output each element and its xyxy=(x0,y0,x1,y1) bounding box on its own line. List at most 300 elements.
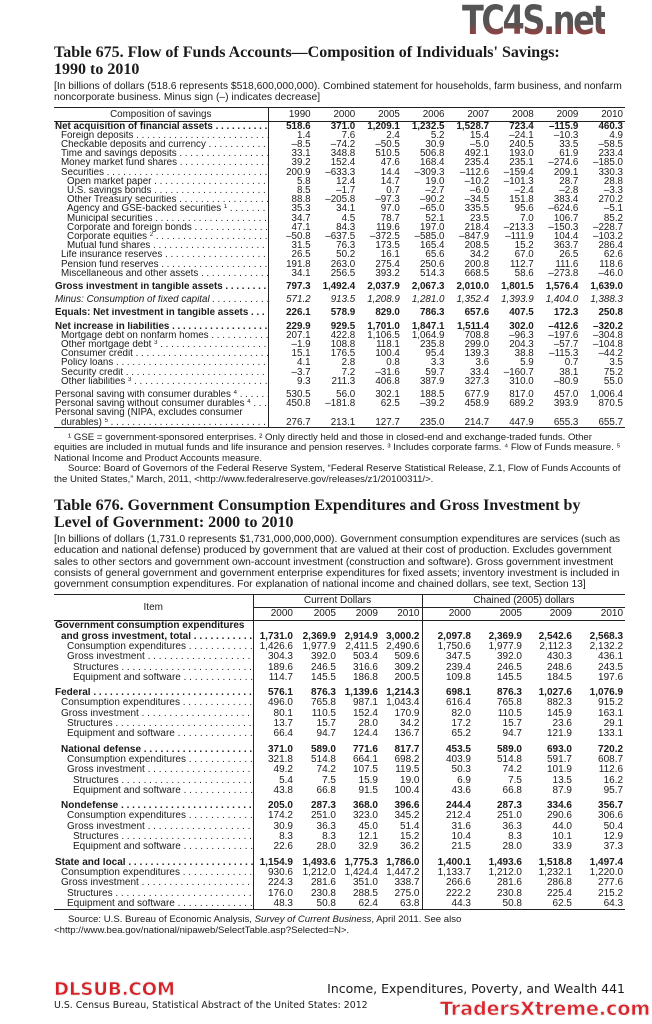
value-cell-2009: 62.4 xyxy=(338,899,380,910)
value-cell-2008: 689.2 xyxy=(509,399,534,409)
value-cell-2000: 8.3 xyxy=(279,832,293,843)
value-cell-2010: 200.5 xyxy=(380,673,422,683)
value-cell-2000: 616.4 xyxy=(445,698,471,709)
value-cell-2010: 1,220.0 xyxy=(589,867,624,878)
value-cell-2007: 139.3 xyxy=(464,349,490,359)
table-row xyxy=(54,642,625,652)
value-cell-2006: 235.0 xyxy=(402,418,447,428)
value-cell-2008: 1,801.5 xyxy=(501,282,534,292)
value-cell-2000: 496.0 xyxy=(267,698,293,709)
row-label xyxy=(54,698,253,708)
value-cell-2009: 28.7 xyxy=(559,176,579,187)
row-label-text: Life insurance reserves xyxy=(61,250,163,260)
column-header-2005: 2005 xyxy=(473,608,524,621)
table-row xyxy=(54,832,625,842)
value-cell-2005: 110.5 xyxy=(311,708,336,719)
value-cell-2009: 45.0 xyxy=(358,821,378,832)
value-cell-2006: 168.4 xyxy=(419,158,445,168)
value-cell-2010 xyxy=(380,621,422,632)
value-cell-2007: –847.9 xyxy=(459,232,490,242)
group-header-current-dollars: Current Dollars xyxy=(253,595,422,608)
value-cell-2005: 145.5 xyxy=(496,672,522,683)
row-label-text: Time and savings deposits xyxy=(61,149,177,159)
value-cell-2007: 235.4 xyxy=(464,158,490,168)
row-label-text: Pension fund reserves xyxy=(61,259,159,269)
value-cell-2010: –304.8 xyxy=(593,330,623,341)
value-cell-2010: 29.1 xyxy=(603,719,624,730)
value-cell-2006: 3.3 xyxy=(430,358,445,368)
value-cell-2000: 453.5 xyxy=(445,744,471,755)
row-label-text: Municipal securities xyxy=(67,213,153,223)
value-cell-2010: 277.6 xyxy=(598,878,624,889)
value-cell-2000: 213.1 xyxy=(313,418,358,428)
value-cell-2010: 233.4 xyxy=(598,149,623,159)
row-label-text: Federal xyxy=(55,688,91,699)
value-cell-2009: 152.4 xyxy=(352,708,378,719)
value-cell-2007: 1,511.4 xyxy=(456,321,490,331)
value-cell-2000: 49.2 xyxy=(273,765,293,776)
row-label-text: Structures xyxy=(73,662,119,673)
column-header-2010: 2010 xyxy=(574,608,625,621)
value-cell-2010: 306.6 xyxy=(598,811,624,822)
value-cell-2000: 347.5 xyxy=(445,652,471,663)
value-cell-1990: 1.4 xyxy=(297,130,311,140)
value-cell-1990: 200.9 xyxy=(286,167,311,177)
value-cell-2000 xyxy=(313,408,358,417)
value-cell-2009: 23.6 xyxy=(552,719,572,730)
value-cell-2005: 15.7 xyxy=(316,719,336,730)
value-cell-2000: 56.0 xyxy=(336,390,356,400)
value-cell-2010: –3.3 xyxy=(603,186,623,196)
value-cell-2009: 33.9 xyxy=(552,842,572,853)
value-cell-2010: 75.2 xyxy=(603,367,623,377)
value-cell-2010: 243.5 xyxy=(598,662,624,673)
table-row xyxy=(54,204,625,213)
value-cell-2010: 95.7 xyxy=(603,785,624,796)
value-cell-2008: –111.9 xyxy=(505,232,534,242)
value-cell-2010: 2,490.6 xyxy=(380,642,422,652)
value-cell-2005: 829.0 xyxy=(375,308,400,318)
value-cell-2007: 200.8 xyxy=(464,259,490,269)
row-label xyxy=(54,158,268,167)
value-cell-2009: 1,232.1 xyxy=(538,867,572,878)
value-cell-2009: 430.3 xyxy=(546,652,572,663)
row-label xyxy=(54,331,268,340)
value-cell-1990: 571.2 xyxy=(286,295,311,305)
value-cell-2000: 109.8 xyxy=(445,672,471,683)
value-cell-2000: 84.3 xyxy=(336,222,356,233)
value-cell-2009: 184.5 xyxy=(546,672,572,683)
row-label xyxy=(54,250,268,259)
value-cell-2000: 6.9 xyxy=(457,775,471,786)
row-label xyxy=(54,709,253,719)
value-cell-2005: 251.0 xyxy=(496,811,522,822)
row-label-text: Gross investment xyxy=(67,821,145,832)
row-label-text: Miscellaneous and other assets xyxy=(61,268,199,279)
value-cell-1990: –8.5 xyxy=(291,140,311,150)
value-cell-2010: 119.5 xyxy=(380,765,422,775)
value-cell-2008: 38.8 xyxy=(514,349,534,359)
value-cell-2009 xyxy=(338,621,380,632)
value-cell-2010: 309.2 xyxy=(380,663,422,673)
value-cell-2010: 460.3 xyxy=(598,121,623,131)
value-cell-2010: 51.4 xyxy=(380,822,422,832)
value-cell-2010: 1,786.0 xyxy=(380,858,422,868)
row-label xyxy=(54,745,253,755)
row-label xyxy=(54,621,253,632)
value-cell-2005: 14.4 xyxy=(380,167,400,177)
value-cell-2009: 655.3 xyxy=(536,418,581,428)
value-cell-2008: 5.9 xyxy=(520,358,534,368)
value-cell-2000: 913.5 xyxy=(330,295,356,305)
value-cell-2000: 403.9 xyxy=(445,754,471,765)
value-cell-2010: 655.7 xyxy=(580,418,625,428)
table-row xyxy=(54,186,625,195)
value-cell-2005: 94.7 xyxy=(502,729,522,740)
row-label-text: Agency and GSE-backed securities xyxy=(67,204,222,214)
value-cell-1990: 276.7 xyxy=(268,418,313,428)
row-label xyxy=(54,282,268,291)
value-cell-2010: 509.6 xyxy=(380,652,422,662)
row-label xyxy=(54,786,253,796)
table-row xyxy=(54,158,625,167)
row-label xyxy=(54,418,268,428)
value-cell-2005: 510.5 xyxy=(375,149,400,159)
value-cell-2005: 62.5 xyxy=(380,399,400,409)
table-row xyxy=(54,418,625,428)
table-675 xyxy=(54,107,625,428)
row-label xyxy=(54,168,268,177)
value-cell-2009: 288.5 xyxy=(352,888,378,899)
value-cell-2009: 286.8 xyxy=(546,878,572,889)
value-cell-1990: 15.1 xyxy=(291,349,311,359)
value-cell-2005: 281.6 xyxy=(496,878,522,889)
table-row xyxy=(54,223,625,232)
value-cell-2005: 393.2 xyxy=(375,268,400,279)
value-cell-2008: –213.3 xyxy=(503,222,534,233)
value-cell-2009: 1,518.8 xyxy=(538,857,572,868)
value-cell-2009: 323.0 xyxy=(352,811,378,822)
value-cell-2006: 2,067.3 xyxy=(411,282,445,292)
value-cell-2000: 13.7 xyxy=(273,719,293,730)
row-label xyxy=(54,673,253,683)
row-label-text: Gross investment xyxy=(67,765,145,776)
value-cell-2009: –115.9 xyxy=(548,121,579,131)
value-cell-2005: 28.0 xyxy=(502,842,522,853)
value-cell-2006: 1,281.0 xyxy=(411,295,445,305)
value-cell-2000: 174.2 xyxy=(267,811,293,822)
row-label xyxy=(54,131,268,140)
value-cell-2009: 1,576.4 xyxy=(545,282,579,292)
row-label xyxy=(54,260,268,269)
value-cell-2005: 2,369.9 xyxy=(488,631,522,642)
value-cell-2008: –96.3 xyxy=(509,330,534,341)
table-row xyxy=(54,121,625,131)
title-line: Level of Government: 2000 to 2010 xyxy=(54,513,294,531)
value-cell-2000: 348.8 xyxy=(330,149,356,159)
table-row xyxy=(54,295,625,304)
value-cell-2009: 26.5 xyxy=(559,250,579,260)
stub-header: Composition of savings xyxy=(54,107,268,121)
value-cell-2010: 100.4 xyxy=(380,786,422,796)
value-cell-2000: 239.4 xyxy=(445,662,471,673)
value-cell-2000 xyxy=(422,621,473,632)
value-cell-2008: 723.4 xyxy=(509,121,534,131)
value-cell-2007 xyxy=(447,408,492,417)
row-label xyxy=(54,358,268,367)
value-cell-2010: 1,076.9 xyxy=(589,688,624,699)
value-cell-2005: 1,977.9 xyxy=(302,642,336,652)
value-cell-2008: 7.0 xyxy=(520,213,534,223)
row-label-text: Consumer credit xyxy=(61,349,133,359)
value-cell-2005: 230.8 xyxy=(310,888,336,899)
value-cell-2010: 915.2 xyxy=(598,698,624,709)
value-cell-2000: –181.8 xyxy=(325,399,356,409)
footnote-ref: 2 xyxy=(149,232,154,239)
value-cell-2009: 38.1 xyxy=(559,367,579,377)
value-cell-2010: 286.4 xyxy=(598,241,623,251)
value-cell-2000: 371.0 xyxy=(330,121,356,131)
value-cell-2008: 235.1 xyxy=(509,158,534,168)
table-row xyxy=(54,358,625,367)
table-row xyxy=(54,250,625,259)
row-label-text: durables) xyxy=(61,417,102,428)
value-cell-2007: 677.9 xyxy=(464,390,490,400)
table-676 xyxy=(54,594,625,910)
value-cell-2005: 287.3 xyxy=(496,801,522,812)
value-cell-1990: 35.3 xyxy=(291,204,311,214)
row-label xyxy=(54,177,268,186)
row-label-text: Mortgage debt on nonfarm homes xyxy=(61,330,209,341)
value-cell-2000: 212.4 xyxy=(445,811,471,822)
value-cell-2000: 1,492.4 xyxy=(322,282,356,292)
value-cell-2008: 204.3 xyxy=(509,340,534,350)
value-cell-2009: 107.5 xyxy=(352,765,378,776)
value-cell-1990: 33.1 xyxy=(291,149,311,159)
value-cell-2005: 14.7 xyxy=(380,176,400,187)
value-cell-2006: –309.3 xyxy=(414,167,445,177)
value-cell-2006: –90.2 xyxy=(419,195,445,205)
value-cell-2000: 578.9 xyxy=(330,308,356,318)
table-row xyxy=(54,308,625,317)
row-label xyxy=(54,652,253,662)
value-cell-2007: 208.5 xyxy=(464,241,490,251)
value-cell-2000: 66.4 xyxy=(273,729,293,740)
source-note: Source: Board of Governors of the Federal Reserve System, “Federal Reserve Statistical Release, Z.1, Flow of Funds Accounts of the United States,” March, 2011, <http://www.federalreserve.gov/releases/z1/20100311/>. xyxy=(54,463,621,485)
value-cell-2010: 1,388.3 xyxy=(590,295,623,305)
value-cell-1990: 191.8 xyxy=(286,259,311,269)
value-cell-2005: 406.8 xyxy=(375,376,400,387)
source-prefix: Source: U.S. Bureau of Economic Analysis, xyxy=(68,914,255,926)
column-header-2007: 2007 xyxy=(447,107,492,121)
row-label-text: Policy loans xyxy=(61,358,114,368)
value-cell-2008: 15.2 xyxy=(514,241,534,251)
value-cell-2005: –97.3 xyxy=(375,195,400,205)
value-cell-2006: –585.0 xyxy=(414,232,445,242)
value-cell-2005: 47.6 xyxy=(380,158,400,168)
value-cell-2009: 172.3 xyxy=(553,308,579,318)
value-cell-2009: –80.9 xyxy=(553,376,579,387)
value-cell-2010: 720.2 xyxy=(598,744,624,755)
value-cell-2009: 101.9 xyxy=(546,765,572,776)
table-row xyxy=(54,776,625,786)
value-cell-2006: –2.7 xyxy=(425,186,445,196)
row-label xyxy=(54,295,268,304)
table-row xyxy=(54,755,625,765)
row-label-text: Consumption expenditures xyxy=(67,642,186,652)
value-cell-2005: 74.2 xyxy=(502,765,522,776)
column-header-2009: 2009 xyxy=(536,107,581,121)
value-cell-2006: 506.8 xyxy=(419,149,445,159)
value-cell-2007: 3.6 xyxy=(475,358,490,368)
value-cell-1990: 229.9 xyxy=(286,321,311,331)
value-cell-2005: 28.0 xyxy=(316,842,336,853)
value-cell-2006: 30.9 xyxy=(425,140,445,150)
row-label xyxy=(54,729,253,739)
value-cell-2009: –150.3 xyxy=(548,222,579,233)
value-cell-2010: –320.2 xyxy=(593,321,623,331)
table-675-headnote: [In billions of dollars (518.6 represents $518,600,000,000). Combined statement for households, farm business, and nonfarm noncorporate business. Minus sign (–) indicates decrease] xyxy=(54,81,622,104)
value-cell-2005: 1,209.1 xyxy=(367,121,400,131)
table-676-title xyxy=(54,497,625,531)
watermark-logo-tradersxtreme: TradersXtreme.com xyxy=(440,998,651,1020)
value-cell-1990: 207.1 xyxy=(286,330,311,341)
row-label-text: Securities xyxy=(61,167,105,177)
value-cell-2000: 10.4 xyxy=(451,832,471,843)
value-cell-2005: 36.3 xyxy=(502,821,522,832)
value-cell-2009: –273.8 xyxy=(548,268,579,279)
table-row xyxy=(54,878,625,888)
value-cell-2008: –160.7 xyxy=(503,367,534,377)
value-cell-2005: 145.5 xyxy=(310,672,336,683)
value-cell-2005: 16.1 xyxy=(380,250,400,260)
value-cell-2006: 95.4 xyxy=(425,349,445,359)
value-cell-2009: 882.3 xyxy=(546,698,572,709)
value-cell-2009: 62.5 xyxy=(524,899,574,910)
value-cell-2000: 263.0 xyxy=(330,259,356,269)
value-cell-2000: 930.6 xyxy=(267,867,293,878)
value-cell-2010: 197.6 xyxy=(598,672,624,683)
value-cell-2005: 589.0 xyxy=(310,744,336,755)
row-label-text: Consumption expenditures xyxy=(61,698,180,709)
page-content xyxy=(54,44,625,936)
table-row xyxy=(54,322,625,331)
value-cell-1990: 530.5 xyxy=(286,390,311,400)
column-header-2005: 2005 xyxy=(295,608,338,621)
value-cell-2006: 1,847.1 xyxy=(411,321,445,331)
value-cell-2000: 12.4 xyxy=(336,176,356,187)
value-cell-2007: 1,352.4 xyxy=(456,295,490,305)
row-label-text: Open market paper xyxy=(67,176,152,187)
value-cell-2007: 657.6 xyxy=(464,308,490,318)
value-cell-2006: 387.9 xyxy=(419,376,445,387)
value-cell-2000: 108.8 xyxy=(330,340,356,350)
value-cell-2005: 66.8 xyxy=(502,785,522,796)
value-cell-2007: 218.4 xyxy=(464,222,490,233)
row-label-text: Gross investment xyxy=(61,878,139,889)
value-cell-2005: 1,493.6 xyxy=(302,857,336,868)
value-cell-2010: 1,447.2 xyxy=(380,868,422,878)
value-cell-2000: 43.6 xyxy=(451,785,471,796)
table-676-headnote: [In billions of dollars (1,731.0 represents $1,731,000,000,000). Government consumption expenditures are services (such as education and national defense) produced by government that are valued at their cost of production. Excludes government sales to other sectors and government own-account investment (construction and software). Gross government investment consists of general government and government enterprise expenditures for fixed assets; inventory investment is included in government consumption expenditures. For explanation of national income and chained dollars, see text, Section 13] xyxy=(54,533,621,591)
value-cell-2000: 211.3 xyxy=(331,376,356,387)
value-cell-2000: 7.2 xyxy=(341,367,356,377)
row-label-text: Money market fund shares xyxy=(61,158,177,168)
value-cell-2000: 1,154.9 xyxy=(259,857,293,868)
value-cell-2007: 668.5 xyxy=(464,268,490,279)
row-label xyxy=(54,269,268,278)
value-cell-2009: 2,542.6 xyxy=(538,631,572,642)
value-cell-2005: –31.6 xyxy=(375,367,400,377)
value-cell-2006: 5.2 xyxy=(430,130,445,140)
row-label-text: Other Treasury securities xyxy=(67,195,177,205)
value-cell-2009: 12.1 xyxy=(358,832,378,843)
row-label-text: Foreign deposits xyxy=(61,130,134,140)
row-label xyxy=(54,899,253,910)
value-cell-2000: 65.2 xyxy=(451,729,471,740)
value-cell-2000: 5.4 xyxy=(279,775,293,786)
value-cell-2000: 422.8 xyxy=(330,330,356,341)
value-cell-2000: 698.1 xyxy=(445,688,471,699)
row-label-text: and gross investment, total xyxy=(61,631,192,642)
value-cell-2005: 230.8 xyxy=(496,888,522,899)
value-cell-2007: 15.4 xyxy=(470,130,490,140)
value-cell-2000: –74.2 xyxy=(330,140,356,150)
column-header-2000: 2000 xyxy=(253,608,295,621)
table-row xyxy=(54,889,625,899)
value-cell-2005: 15.7 xyxy=(502,719,522,730)
value-cell-2005: 275.4 xyxy=(375,259,400,269)
value-cell-2007: 33.4 xyxy=(470,367,490,377)
row-label xyxy=(54,232,268,241)
value-cell-2009: –115.3 xyxy=(549,349,579,359)
value-cell-2010: 12.9 xyxy=(603,832,624,843)
value-cell-2006: 59.7 xyxy=(425,367,445,377)
value-cell-2009: 334.6 xyxy=(546,801,572,812)
value-cell-2000: 1,133.7 xyxy=(437,867,471,878)
value-cell-2008: 193.0 xyxy=(509,149,534,159)
value-cell-2005: 8.3 xyxy=(322,832,336,843)
value-cell-2000: 205.0 xyxy=(267,801,293,812)
value-cell-2009: 1,404.0 xyxy=(545,295,579,305)
value-cell-2009: 28.0 xyxy=(358,719,378,730)
value-cell-2005: –50.5 xyxy=(375,140,400,150)
row-label-text: Gross investment in tangible assets xyxy=(55,282,223,292)
value-cell-2009: 1,027.6 xyxy=(538,688,572,699)
value-cell-1990: 34.7 xyxy=(291,213,311,223)
value-cell-2010: 817.7 xyxy=(380,745,422,755)
value-cell-2009: 186.8 xyxy=(352,672,378,683)
footnote-ref: 4 xyxy=(247,399,251,406)
value-cell-2006: 786.3 xyxy=(419,308,445,318)
value-cell-2008: –24.1 xyxy=(509,130,534,140)
value-cell-2010: –46.0 xyxy=(598,268,623,279)
value-cell-2007: 335.5 xyxy=(464,204,490,214)
row-label-text: Checkable deposits and currency xyxy=(61,140,206,150)
row-label-text: Mutual fund shares xyxy=(67,241,151,251)
value-cell-2007: –10.2 xyxy=(464,176,490,187)
value-cell-2005: 392.0 xyxy=(496,652,522,663)
value-cell-1990: 4.1 xyxy=(297,358,311,368)
row-label xyxy=(54,223,268,232)
row-label-text: Equipment and software xyxy=(73,785,181,796)
table-row xyxy=(54,149,625,158)
row-label xyxy=(54,340,268,349)
row-label xyxy=(54,822,253,832)
title-line: Table 675. Flow of Funds Accounts—Composition of Individuals' Savings: xyxy=(54,44,560,61)
row-label xyxy=(54,368,268,377)
value-cell-2006: 1,232.5 xyxy=(411,121,445,131)
